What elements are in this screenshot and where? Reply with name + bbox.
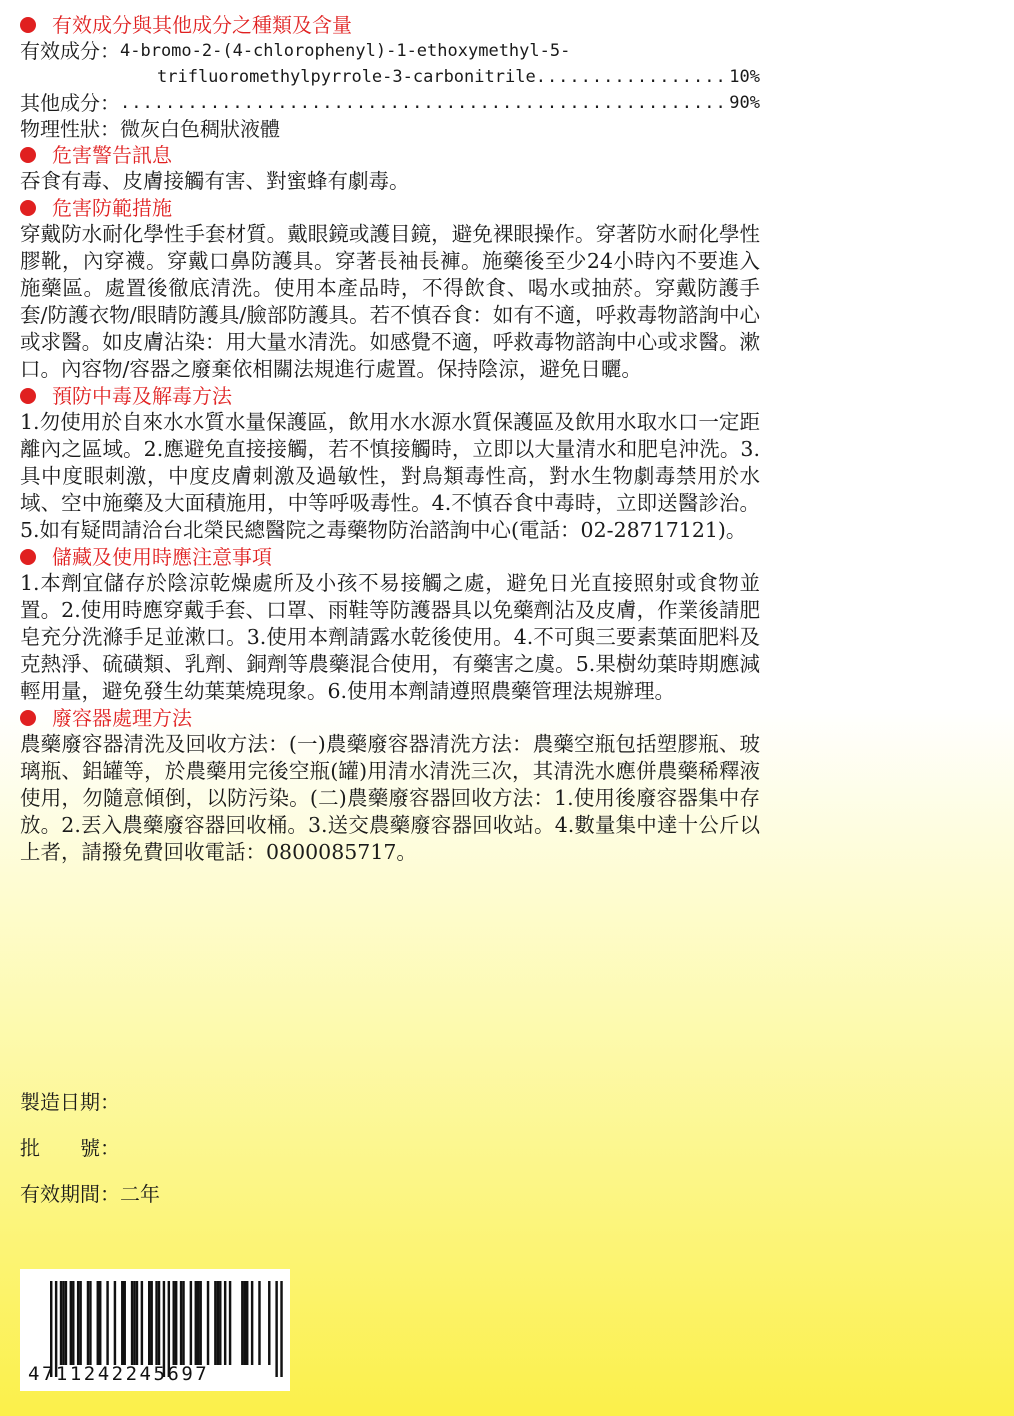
barcode-bar <box>244 1281 246 1365</box>
section-title-precautions <box>20 195 760 221</box>
dot-leader <box>120 90 729 116</box>
barcode-bar <box>280 1281 282 1377</box>
barcode-bar <box>124 1281 126 1365</box>
barcode-bar <box>70 1281 72 1365</box>
barcode-bar <box>60 1281 62 1365</box>
barcode-bar <box>229 1281 231 1365</box>
hazard-warning-text: 吞食有毒、皮膚接觸有害、對蜜蜂有劇毒。 <box>20 169 410 193</box>
section-title-text: 危害警告訊息 <box>52 143 172 167</box>
active-ingredient-name-line1: 4-bromo-2-(4-chlorophenyl)-1-ethoxymethyl-5- <box>120 41 571 61</box>
poison-prevention-text: 1.勿使用於自來水水質水量保護區，飲用水水源水質保護區及飲用水取水口一定距離內之區域。2.應避免直接接觸，若不慎接觸時，立即以大量清水和肥皂沖洗。3.具中度眼刺激，中度皮膚刺激及過敏性，對鳥類毒性高，對水生物劇毒禁用於水域、空中施藥及大面積施用，中等呼吸毒性。4.不慎吞食中毒時，立即送醫診治。5.如有疑問請洽台北榮民總醫院之毒藥物防治諮詢中心(電話：02-28717121)。 <box>20 410 760 542</box>
barcode-bar <box>141 1281 143 1365</box>
barcode-bar <box>136 1281 138 1365</box>
barcode-bar <box>133 1281 135 1365</box>
barcode-bar <box>79 1281 81 1365</box>
batch-number-field <box>20 1135 120 1161</box>
bullet-icon <box>20 549 36 565</box>
barcode-bar <box>150 1281 152 1365</box>
section-title-disposal <box>20 705 760 731</box>
validity-period-label: 有效期間： <box>20 1182 120 1206</box>
barcode-bar <box>87 1281 89 1365</box>
manufacture-date-field <box>20 1089 120 1115</box>
active-ingredient-label: 有效成分： <box>20 39 120 63</box>
section-title-composition <box>20 12 760 38</box>
section-title-storage <box>20 544 760 570</box>
dot-leader <box>536 64 730 90</box>
barcode-bar <box>106 1281 108 1365</box>
bullet-icon <box>20 17 36 33</box>
validity-period-value: 二年 <box>120 1182 160 1206</box>
physical-state-row <box>20 116 760 142</box>
barcode-bar <box>190 1281 192 1365</box>
physical-state-value: 微灰白色稠狀液體 <box>120 117 280 141</box>
active-ingredient-percent: 10% <box>729 67 760 87</box>
barcode-bar <box>224 1281 226 1365</box>
other-ingredient-row <box>20 90 760 116</box>
barcode-bar <box>217 1281 219 1365</box>
section-title-text: 預防中毒及解毒方法 <box>52 384 232 408</box>
active-ingredient-row-2 <box>20 64 760 90</box>
label-content <box>20 12 760 866</box>
validity-period-field <box>20 1181 160 1207</box>
manufacture-date-label: 製造日期： <box>20 1090 120 1114</box>
disposal-text: 農藥廢容器清洗及回收方法：(一)農藥廢容器清洗方法：農藥空瓶包括塑膠瓶、玻璃瓶、鋁罐等，於農藥用完後空瓶(罐)用清水清洗三次，其清洗水應併農藥稀釋液使用，勿隨意傾倒，以防污染。(二)農藥廢容器回收方法：1.使用後廢容器集中存放。2.丟入農藥廢容器回收桶。3.送交農藥廢容器回收站。4.數量集中達十公斤以上者，請撥免費回收電話：0800085717。 <box>20 732 760 864</box>
section-title-poison-prevention <box>20 383 760 409</box>
section-title-hazard-warning <box>20 142 760 168</box>
barcode-bar <box>207 1281 209 1365</box>
bullet-icon <box>20 388 36 404</box>
bullet-icon <box>20 710 36 726</box>
barcode-bar <box>214 1281 216 1365</box>
bullet-icon <box>20 200 36 216</box>
storage-text: 1.本劑宜儲存於陰涼乾燥處所及小孩不易接觸之處，避免日光直接照射或食物並置。2.使用時應穿戴手套、口罩、雨鞋等防護器具以免藥劑沾及皮膚，作業後請肥皂充分洗滌手足並漱口。3.使用本劑請露水乾後使用。4.不可與三要素葉面肥料及克熱淨、硫磺類、乳劑、銅劑等農藥混合使用，有藥害之虞。5.果樹幼葉時期應減輕用量，避免發生幼葉葉燒現象。6.使用本劑請遵照農藥管理法規辦理。 <box>20 571 760 703</box>
bullet-icon <box>20 147 36 163</box>
barcode-bar <box>275 1281 277 1377</box>
barcode-bar <box>182 1281 184 1365</box>
other-ingredient-percent: 90% <box>729 93 760 113</box>
barcode-bar <box>62 1281 64 1365</box>
section-title-text: 有效成分與其他成分之種類及含量 <box>52 13 352 37</box>
barcode-bar <box>97 1281 99 1365</box>
active-ingredient-name-line2: trifluoromethylpyrrole-3-carbonitrile <box>157 67 536 87</box>
barcode-digits: 4711242245697 <box>28 1363 210 1385</box>
barcode-bar <box>77 1281 79 1365</box>
physical-state-label: 物理性狀： <box>20 117 120 141</box>
barcode-bar <box>89 1281 91 1365</box>
barcode <box>20 1269 290 1391</box>
barcode-bar <box>197 1281 199 1365</box>
active-ingredient-row <box>20 38 760 64</box>
section-title-text: 儲藏及使用時應注意事項 <box>52 545 272 569</box>
batch-number-label: 批 號： <box>20 1136 120 1160</box>
barcode-bar <box>173 1281 175 1365</box>
barcode-bar <box>241 1281 243 1365</box>
barcode-bar <box>99 1281 101 1365</box>
section-title-text: 危害防範措施 <box>52 196 172 220</box>
barcode-bar <box>148 1281 150 1365</box>
barcode-bar <box>195 1281 197 1365</box>
barcode-bar <box>155 1281 157 1365</box>
other-ingredient-label: 其他成分： <box>20 91 120 115</box>
barcode-bar <box>258 1281 260 1365</box>
barcode-bar <box>175 1281 177 1365</box>
barcode-bar <box>114 1281 116 1365</box>
barcode-bar <box>121 1281 123 1365</box>
barcode-bar <box>268 1281 270 1365</box>
barcode-bar <box>219 1281 221 1365</box>
precautions-text: 穿戴防水耐化學性手套材質。戴眼鏡或護目鏡，避免裸眼操作。穿著防水耐化學性膠靴，內穿襪。穿戴口鼻防護具。穿著長袖長褲。施藥後至少24小時內不要進入施藥區。處置後徹底清洗。使用本產品時，不得飲食、喝水或抽菸。穿戴防護手套/防護衣物/眼睛防護具/臉部防護具。若不慎吞食：如有不適，呼救毒物諮詢中心或求醫。如皮膚沾染：用大量水清洗。如感覺不適，呼救毒物諮詢中心或求醫。漱口。內容物/容器之廢棄依相關法規進行處置。保持陰涼，避免日曬。 <box>20 222 760 381</box>
barcode-bar <box>251 1281 253 1365</box>
barcode-bar <box>199 1281 201 1365</box>
barcode-bar <box>180 1281 182 1365</box>
barcode-bar <box>65 1281 67 1365</box>
section-title-text: 廢容器處理方法 <box>52 706 192 730</box>
barcode-bar <box>246 1281 248 1365</box>
barcode-bar <box>131 1281 133 1365</box>
barcode-bar <box>72 1281 74 1365</box>
barcode-bar <box>158 1281 160 1365</box>
